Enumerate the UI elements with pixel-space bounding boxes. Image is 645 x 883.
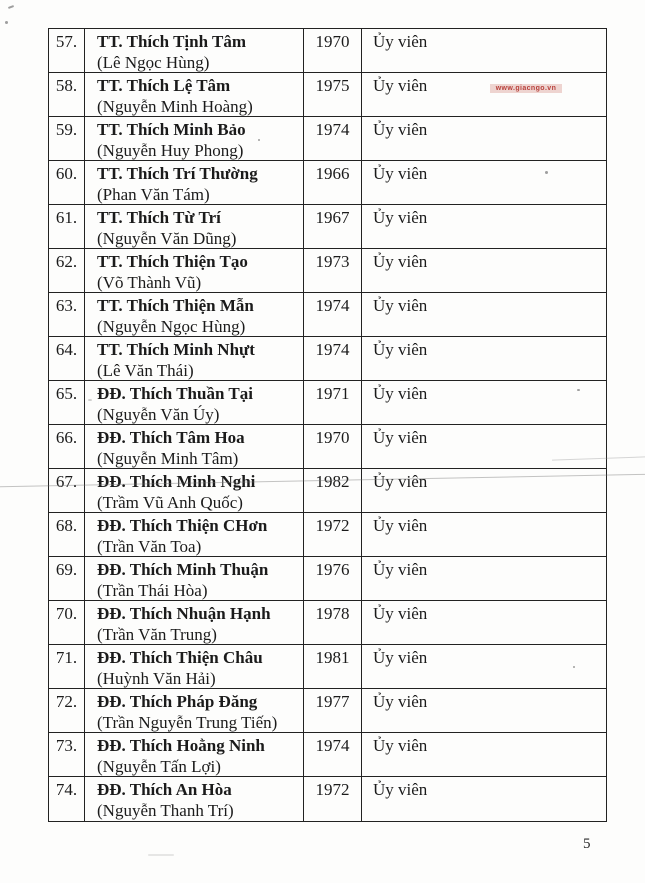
- secular-name: (Trần Văn Trung): [97, 625, 217, 644]
- birth-year: 1981: [315, 648, 350, 667]
- watermark: www.giacngo.vn: [490, 84, 562, 93]
- row-number: 69.: [55, 560, 78, 579]
- dharma-name: TT. Thích Thiện Tạo: [97, 252, 248, 271]
- role-label: Ủy viên: [373, 32, 428, 51]
- table-row: [49, 293, 606, 337]
- table-row: [49, 733, 606, 777]
- dharma-name: TT. Thích Minh Nhựt: [97, 340, 255, 359]
- dharma-name: ĐĐ. Thích Tâm Hoa: [97, 428, 245, 447]
- table-row: [49, 601, 606, 645]
- name-cell: [85, 557, 304, 600]
- row-number-cell: [49, 469, 85, 512]
- dharma-name: ĐĐ. Thích Thuần Tại: [97, 384, 253, 403]
- role-cell: [362, 29, 606, 72]
- secular-name: (Nguyễn Tấn Lợi): [97, 757, 221, 776]
- row-number: 74.: [55, 780, 78, 799]
- name-cell: [85, 117, 304, 160]
- secular-name: (Trần Thái Hòa): [97, 581, 208, 600]
- secular-name: (Trầm Vũ Anh Quốc): [97, 493, 243, 512]
- secular-name: (Nguyễn Thanh Trí): [97, 801, 234, 820]
- row-number-cell: [49, 73, 85, 116]
- birth-year-cell: [304, 645, 362, 688]
- row-number-cell: [49, 249, 85, 292]
- birth-year-cell: [304, 249, 362, 292]
- table-row: [49, 161, 606, 205]
- row-number-cell: [49, 557, 85, 600]
- name-cell: [85, 777, 304, 821]
- secular-name: (Nguyễn Huy Phong): [97, 141, 244, 160]
- dharma-name: TT. Thích Từ Trí: [97, 208, 221, 227]
- table-row: [49, 249, 606, 293]
- scan-speck: [5, 21, 8, 24]
- row-number: 64.: [55, 340, 78, 359]
- table-row: [49, 29, 606, 73]
- secular-name: (Võ Thành Vũ): [97, 273, 202, 292]
- row-number-cell: [49, 161, 85, 204]
- row-number-cell: [49, 117, 85, 160]
- name-cell: [85, 689, 304, 732]
- birth-year: 1976: [315, 560, 350, 579]
- row-number-cell: [49, 689, 85, 732]
- row-number: 70.: [55, 604, 78, 623]
- row-number-cell: [49, 205, 85, 248]
- row-number: 68.: [55, 516, 78, 535]
- name-cell: [85, 513, 304, 556]
- row-number-cell: [49, 733, 85, 776]
- name-cell: [85, 733, 304, 776]
- table-row: [49, 73, 606, 117]
- birth-year-cell: [304, 733, 362, 776]
- birth-year: 1967: [315, 208, 350, 227]
- birth-year-cell: [304, 777, 362, 821]
- role-label: Ủy viên: [373, 516, 428, 535]
- secular-name: (Lê Văn Thái): [97, 361, 194, 380]
- role-cell: [362, 73, 606, 116]
- birth-year: 1977: [315, 692, 350, 711]
- table-row: [49, 117, 606, 161]
- dharma-name: ĐĐ. Thích Thiện Châu: [97, 648, 263, 667]
- members-table: [48, 28, 607, 822]
- secular-name: (Phan Văn Tám): [97, 185, 210, 204]
- birth-year-cell: [304, 29, 362, 72]
- table-row: [49, 425, 606, 469]
- name-cell: [85, 381, 304, 424]
- secular-name: (Nguyễn Minh Tâm): [97, 449, 239, 468]
- role-label: Ủy viên: [373, 120, 428, 139]
- name-cell: [85, 469, 304, 512]
- row-number-cell: [49, 645, 85, 688]
- role-cell: [362, 293, 606, 336]
- name-cell: [85, 249, 304, 292]
- role-label: Ủy viên: [373, 76, 428, 95]
- birth-year: 1972: [315, 780, 350, 799]
- row-number: 61.: [55, 208, 78, 227]
- role-cell: [362, 513, 606, 556]
- row-number-cell: [49, 337, 85, 380]
- birth-year-cell: [304, 557, 362, 600]
- role-cell: [362, 381, 606, 424]
- birth-year: 1973: [315, 252, 350, 271]
- row-number-cell: [49, 29, 85, 72]
- dharma-name: TT. Thích Tịnh Tâm: [97, 32, 246, 51]
- role-cell: [362, 733, 606, 776]
- birth-year: 1975: [315, 76, 350, 95]
- role-cell: [362, 161, 606, 204]
- birth-year: 1970: [315, 32, 350, 51]
- scan-speck: [8, 5, 14, 9]
- birth-year-cell: [304, 337, 362, 380]
- birth-year: 1974: [315, 736, 350, 755]
- row-number-cell: [49, 381, 85, 424]
- role-label: Ủy viên: [373, 384, 428, 403]
- birth-year: 1982: [315, 472, 350, 491]
- birth-year-cell: [304, 689, 362, 732]
- role-cell: [362, 689, 606, 732]
- table-row: [49, 645, 606, 689]
- row-number-cell: [49, 601, 85, 644]
- dharma-name: ĐĐ. Thích Minh Thuận: [97, 560, 269, 579]
- role-label: Ủy viên: [373, 296, 428, 315]
- secular-name: (Trần Văn Toa): [97, 537, 202, 556]
- role-label: Ủy viên: [373, 560, 428, 579]
- table-row: [49, 337, 606, 381]
- role-label: Ủy viên: [373, 340, 428, 359]
- row-number: 65.: [55, 384, 78, 403]
- role-label: Ủy viên: [373, 164, 428, 183]
- birth-year-cell: [304, 601, 362, 644]
- scan-speck: [148, 854, 174, 856]
- birth-year-cell: [304, 513, 362, 556]
- birth-year: 1974: [315, 296, 350, 315]
- birth-year: 1972: [315, 516, 350, 535]
- table-row: [49, 513, 606, 557]
- secular-name: (Nguyễn Văn Dũng): [97, 229, 237, 248]
- name-cell: [85, 29, 304, 72]
- row-number: 73.: [55, 736, 78, 755]
- role-label: Ủy viên: [373, 252, 428, 271]
- dharma-name: TT. Thích Lệ Tâm: [97, 76, 231, 95]
- role-label: Ủy viên: [373, 692, 428, 711]
- role-label: Ủy viên: [373, 428, 428, 447]
- row-number-cell: [49, 777, 85, 821]
- role-cell: [362, 117, 606, 160]
- role-cell: [362, 205, 606, 248]
- birth-year-cell: [304, 161, 362, 204]
- name-cell: [85, 73, 304, 116]
- birth-year-cell: [304, 117, 362, 160]
- name-cell: [85, 337, 304, 380]
- birth-year: 1971: [315, 384, 350, 403]
- role-label: Ủy viên: [373, 648, 428, 667]
- birth-year: 1974: [315, 120, 350, 139]
- birth-year-cell: [304, 73, 362, 116]
- table-row: [49, 381, 606, 425]
- row-number-cell: [49, 425, 85, 468]
- role-cell: [362, 249, 606, 292]
- table-row: [49, 469, 606, 513]
- name-cell: [85, 425, 304, 468]
- role-label: Ủy viên: [373, 208, 428, 227]
- name-cell: [85, 601, 304, 644]
- row-number: 71.: [55, 648, 78, 667]
- name-cell: [85, 645, 304, 688]
- row-number: 63.: [55, 296, 78, 315]
- row-number: 60.: [55, 164, 78, 183]
- dharma-name: ĐĐ. Thích An Hòa: [97, 780, 232, 799]
- role-cell: [362, 425, 606, 468]
- name-cell: [85, 205, 304, 248]
- dharma-name: ĐĐ. Thích Nhuận Hạnh: [97, 604, 271, 623]
- row-number: 57.: [55, 32, 78, 51]
- secular-name: (Nguyễn Văn Úy): [97, 405, 220, 424]
- row-number: 66.: [55, 428, 78, 447]
- row-number-cell: [49, 293, 85, 336]
- role-cell: [362, 469, 606, 512]
- role-cell: [362, 337, 606, 380]
- secular-name: (Nguyễn Minh Hoàng): [97, 97, 253, 116]
- birth-year-cell: [304, 469, 362, 512]
- birth-year-cell: [304, 381, 362, 424]
- dharma-name: ĐĐ. Thích Thiện CHơn: [97, 516, 268, 535]
- row-number: 67.: [55, 472, 78, 491]
- role-cell: [362, 557, 606, 600]
- role-label: Ủy viên: [373, 736, 428, 755]
- page-number: 5: [583, 836, 591, 852]
- secular-name: (Trần Nguyễn Trung Tiến): [97, 713, 278, 732]
- row-number: 58.: [55, 76, 78, 95]
- role-label: Ủy viên: [373, 604, 428, 623]
- table-row: [49, 557, 606, 601]
- role-cell: [362, 645, 606, 688]
- birth-year-cell: [304, 293, 362, 336]
- birth-year: 1978: [315, 604, 350, 623]
- row-number: 72.: [55, 692, 78, 711]
- secular-name: (Nguyễn Ngọc Hùng): [97, 317, 246, 336]
- birth-year-cell: [304, 205, 362, 248]
- table-row: [49, 205, 606, 249]
- row-number: 59.: [55, 120, 78, 139]
- dharma-name: TT. Thích Thiện Mẫn: [97, 296, 254, 315]
- row-number: 62.: [55, 252, 78, 271]
- dharma-name: ĐĐ. Thích Minh Nghi: [97, 472, 256, 491]
- dharma-name: TT. Thích Minh Bảo: [97, 120, 246, 139]
- name-cell: [85, 161, 304, 204]
- table-row: [49, 777, 606, 821]
- role-cell: [362, 777, 606, 821]
- role-label: Ủy viên: [373, 472, 428, 491]
- secular-name: (Huỳnh Văn Hải): [97, 669, 216, 688]
- birth-year: 1970: [315, 428, 350, 447]
- birth-year-cell: [304, 425, 362, 468]
- row-number-cell: [49, 513, 85, 556]
- dharma-name: ĐĐ. Thích Pháp Đăng: [97, 692, 258, 711]
- birth-year: 1966: [315, 164, 350, 183]
- birth-year: 1974: [315, 340, 350, 359]
- name-cell: [85, 293, 304, 336]
- secular-name: (Lê Ngọc Hùng): [97, 53, 210, 72]
- role-cell: [362, 601, 606, 644]
- table-row: [49, 689, 606, 733]
- role-label: Ủy viên: [373, 780, 428, 799]
- dharma-name: TT. Thích Trí Thường: [97, 164, 258, 183]
- dharma-name: ĐĐ. Thích Hoằng Ninh: [97, 736, 265, 755]
